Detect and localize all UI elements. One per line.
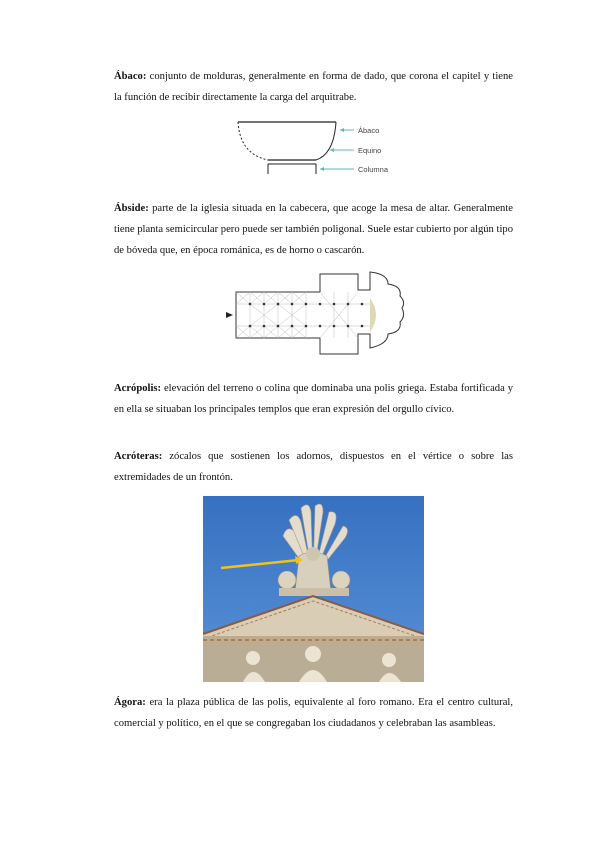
church-floorplan-diagram	[224, 268, 410, 362]
entry-abaco	[114, 66, 513, 108]
entry-agora	[114, 692, 513, 734]
entry-definition: elevación del terreno o colina que dominaba una polis griega. Estaba fortificada y en ella se situaban los principales templos que eran expresión del orgullo cívico.	[114, 383, 513, 415]
acroterion-photo	[203, 496, 424, 682]
entry-acropolis	[114, 378, 513, 420]
entry-term: Acrópolis:	[114, 383, 162, 394]
capital-diagram	[232, 118, 402, 178]
label-arrow-columna	[320, 165, 389, 174]
label-arrow-abaco	[340, 126, 379, 135]
entry-abside	[114, 198, 513, 261]
entry-term: Ágora:	[114, 697, 146, 708]
label-equino: Equino	[358, 146, 382, 155]
entry-term: Ábside:	[114, 203, 149, 214]
entry-definition: zócalos que sostienen los adornos, dispuestos en el vértice o sobre las extremidades de un frontón.	[114, 451, 513, 483]
label-arrow-equino	[330, 146, 381, 155]
entry-definition: parte de la iglesia situada en la cabecera, que acoge la mesa de altar. Generalmente tiene planta semicircular pero puede ser también poligonal. Suele estar cubierto por algún tipo de bóveda que, en época románica, es de horno o cascarón.	[114, 203, 513, 256]
label-abaco: Ábaco	[358, 126, 380, 135]
entry-acroteras	[114, 446, 513, 488]
entry-definition: conjunto de molduras, generalmente en forma de dado, que corona el capitel y tiene la función de recibir directamente la carga del arquitrabe.	[114, 71, 514, 103]
entry-definition: era la plaza pública de las polis, equivalente al foro romano. Era el centro cultural, comercial y político, en el que se congregaban los ciudadanos y celebraban las asambleas.	[114, 697, 513, 729]
label-columna: Columna	[358, 165, 389, 174]
entry-term: Acróteras:	[114, 451, 163, 462]
entry-term: Ábaco:	[114, 71, 147, 82]
